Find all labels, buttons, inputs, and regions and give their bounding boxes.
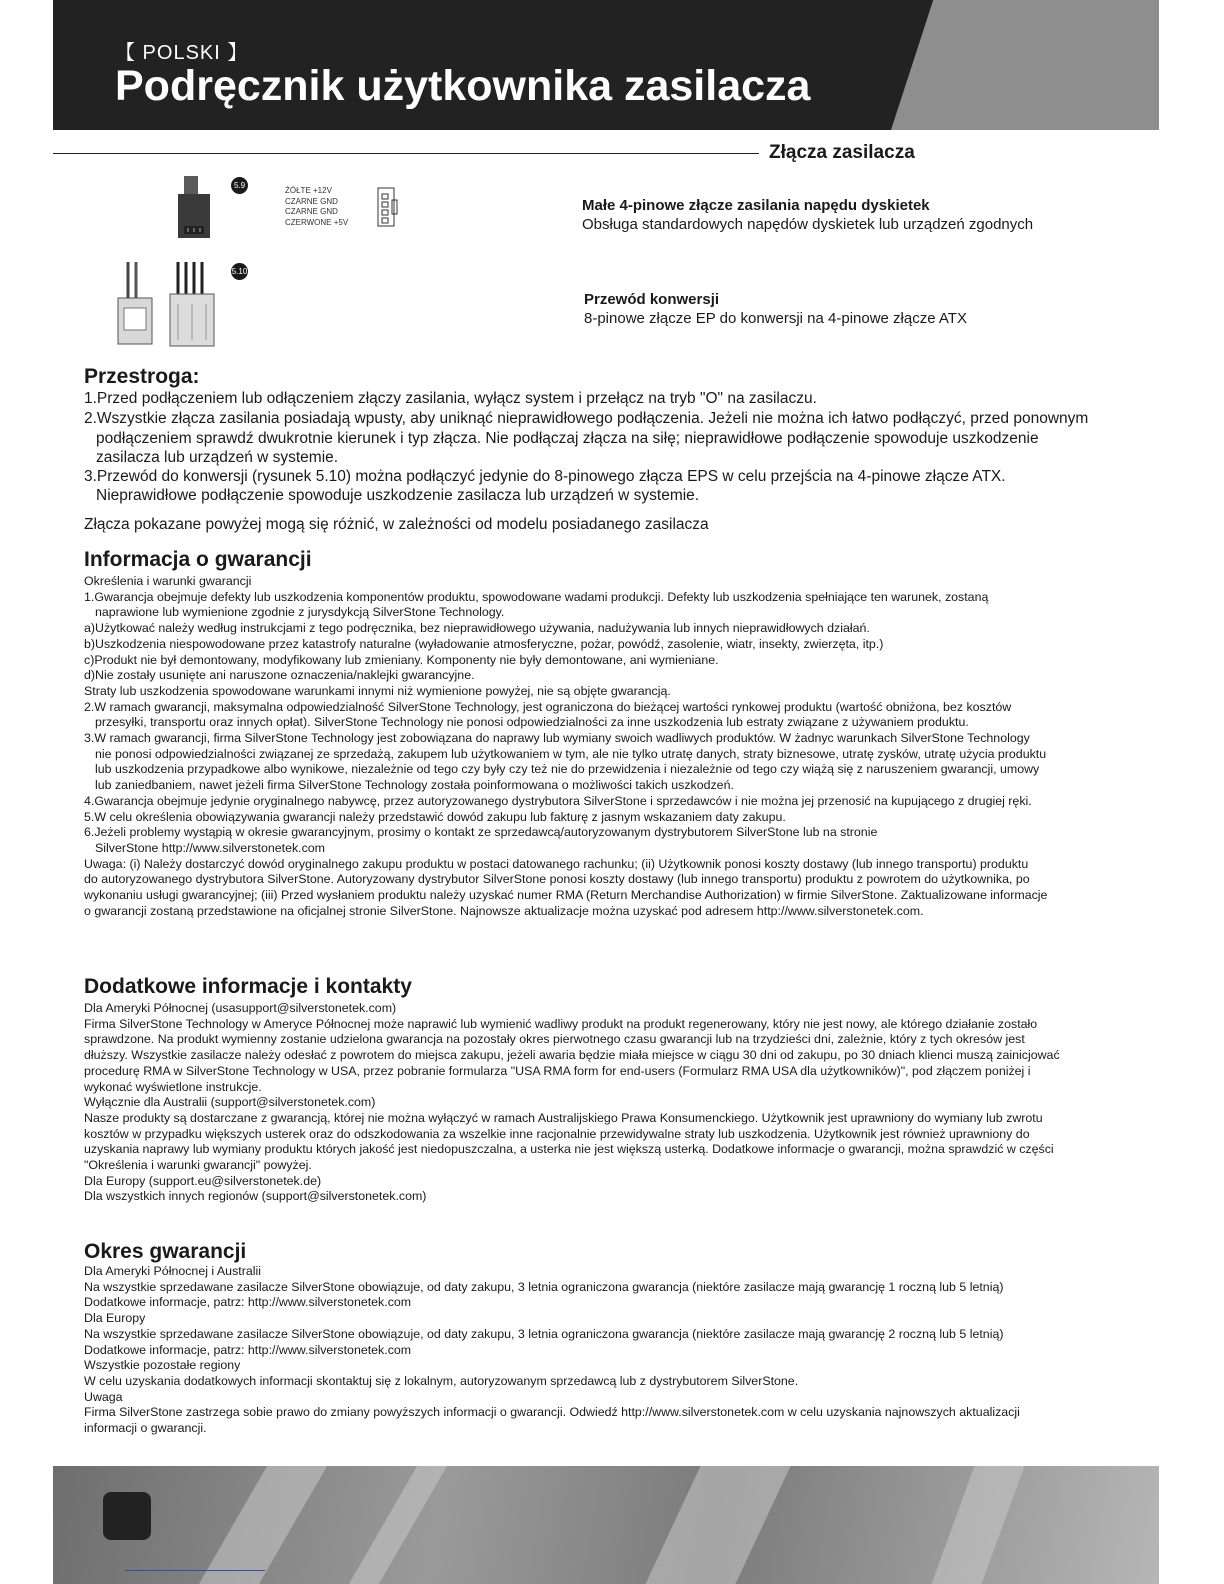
text-line: o gwarancji zostaną przedstawione na oficjalnej stronie SilverStone. Najnowsze aktualizacje można uzyskać pod adresem http://www.silverstonetek.com. — [84, 903, 924, 918]
pinout-diagram — [374, 186, 400, 230]
text-line: 6.Jeżeli problemy wystąpią w okresie gwarancyjnym, prosimy o kontakt ze sprzedawcą/autoryzowanym dystrybutorem SilverStone lub na stronie — [84, 825, 878, 840]
text-line: Na wszystkie sprzedawane zasilacze SilverStone obowiązuje, od daty zakupu, 3 letnia ograniczona gwarancja (niektóre zasilacze mają gwarancję 1 roczną lub 5 letnią) — [84, 1279, 1004, 1294]
text-line: nie ponosi odpowiedzialności związanej ze sprzedażą, zakupem lub użytkowaniem w tym, ale nie tylko utratę danych, straty biznesowe, utratę zysków, utratę użycia produktu — [95, 746, 1047, 761]
section-rule — [53, 153, 759, 154]
text-line: SilverStone http://www.silverstonetek.com — [95, 840, 326, 855]
text-line: do autoryzowanego dystrybutora SilverStone. Autoryzowany dystrybutor SilverStone ponosi koszty dostawy (lub innego transportu) produktu z powrotem do użytkownika, po — [84, 872, 1030, 887]
page-number-box — [103, 1492, 151, 1540]
text-line: 3.W ramach gwarancji, firma SilverStone Technology jest zobowiązana do naprawy lub wymiany swoich wadliwych produktów. W żadnyc warunkach SilverStone Technology — [84, 731, 1030, 746]
text-line: wykonaniu usługi gwarancyjnej; (iii) Przed wysłaniem produktu należy uzyskać numer RMA (Return Merchandise Authorization) w firmie SilverStone. Zaktualizowane informacje — [84, 888, 1048, 903]
text-line: Dla Ameryki Północnej (usasupport@silverstonetek.com) — [84, 1001, 397, 1015]
text-line: Wszystkie pozostałe regiony — [84, 1358, 241, 1373]
period-text — [84, 1264, 1096, 1437]
connector-desc: 8-pinowe złącze EP do konwersji na 4-pinowe złącze ATX — [584, 310, 967, 327]
text-line: 4.Gwarancja obejmuje jedynie oryginalnego nabywcę, przez autoryzowanego dystrybutora SilverStone i sprzedawców i nie można jej przenosić na kupującego z drugiej ręki. — [84, 793, 1032, 808]
figure-badge-5-9: 5.9 — [231, 177, 248, 194]
text-line: Dodatkowe informacje, patrz: http://www.silverstonetek.com — [84, 1342, 412, 1357]
connector-desc: Obsługa standardowych napędów dyskietek lub urządzeń zgodnych — [582, 216, 1034, 233]
text-line: "Określenia i warunki gwarancji" powyżej. — [84, 1158, 312, 1173]
caution-item: 1.Przed podłączeniem lub odłączeniem złączy zasilania, wyłącz system i przełącz na tryb "O" na zasilaczu. — [84, 390, 817, 407]
text-line: Na wszystkie sprzedawane zasilacze SilverStone obowiązuje, od daty zakupu, 3 letnia ograniczona gwarancja (niektóre zasilacze mają gwarancję 2 roczną lub 5 letnią) — [84, 1326, 1004, 1341]
figure-badge-5-10: 5.10 — [231, 263, 248, 280]
pin-label: CZARNE GND — [285, 196, 338, 206]
page-title: Podręcznik użytkownika zasilacza — [115, 62, 811, 110]
pin-label: ŻÓŁTE +12V — [285, 186, 332, 195]
text-line: uzyskania naprawy lub wymiany produktu których jakość jest niedopuszczalna, a usterka nie jest większą usterką. Dodatkowe informacje o gwarancji, można sprawdzić w części — [84, 1142, 1054, 1157]
footer-link-line — [125, 1570, 265, 1571]
text-line: przesyłki, transportu oraz innych opłat). SilverStone Technology nie ponosi odpowiedzialności za inne uszkodzenia lub estraty związane z używaniem produktu. — [95, 715, 969, 730]
connector-5-9-text — [582, 196, 1033, 234]
text-line: b)Uszkodzenia niespowodowane przez katastrofy naturalne (wyładowanie atmosferyczne, pożar, powódź, zasolenie, wiatr, insekty, zwierzęta, itp.) — [84, 636, 884, 651]
text-line: Nasze produkty są dostarczane z gwarancją, której nie można wyłączyć w ramach Australijskiego Prawa Konsumenckiego. Użytkownik jest uprawniony do wymiany lub zwrotu — [84, 1110, 1043, 1125]
text-line: lub zaniedbaniem, nawet jeżeli firma SilverStone Technology została poinformowana o możliwości takich uszkodzeń. — [95, 778, 734, 793]
text-line: Dla Ameryki Północnej i Australii — [84, 1264, 261, 1278]
text-line: d)Nie zostały usunięte ani naruszone oznaczenia/naklejki gwarancyjne. — [84, 668, 475, 683]
text-line: sprawdzone. Na produkt wymienny zostanie udzielona gwarancja na pozostały okres pierwotnego czasu gwarancji lub na trzydzieści dni, zależnie, który z tych okresów jest — [84, 1032, 1025, 1047]
warranty-text — [84, 574, 1096, 919]
text-line: c)Produkt nie był demontowany, modyfikowany lub zmieniany. Komponenty nie były demontowane, ani wymieniane. — [84, 652, 719, 667]
text-line: Uwaga — [84, 1389, 123, 1404]
pin-label: CZERWONE +5V — [285, 217, 349, 227]
text-line: Dla Europy — [84, 1311, 146, 1326]
text-line: naprawione lub wymienione zgodnie z jurysdykcją SilverStone Technology. — [95, 605, 505, 620]
warranty-heading: Informacja o gwarancji — [84, 548, 312, 571]
text-line: lub uszkodzenia przypadkowe albo wynikowe, niezależnie od tego czy były czy też nie do przewidzenia i niezależnie od tego czy wiążą się z naruszeniem gwarancji, umowy — [95, 762, 1040, 777]
text-line: 1.Gwarancja obejmuje defekty lub uszkodzenia komponentów produktu, spowodowane wadami produkcji. Defekty lub uszkodzenia spełniające ten warunek, zostaną — [84, 589, 989, 604]
text-line: kosztów w przypadku większych usterek oraz do odszkodowania za wszelkie inne racjonalnie przewidywalne straty lub uszkodzenia. Użytkownik jest również uprawniony do — [84, 1126, 1030, 1141]
conversion-cable-image — [112, 260, 242, 352]
text-line: 2.W ramach gwarancji, maksymalna odpowiedzialność SilverStone Technology, jest ograniczona do bieżącej wartości rynkowej produktu (wartość obniżona, bez kosztów — [84, 699, 1012, 714]
text-line: Określenia i warunki gwarancji — [84, 574, 252, 588]
footer-image — [53, 1466, 1159, 1584]
caution-heading: Przestroga: — [84, 365, 200, 388]
section-title-connectors: Złącza zasilacza — [769, 142, 915, 163]
header-accent — [891, 0, 1159, 130]
text-line: Wyłącznie dla Australii (support@silverstonetek.com) — [84, 1095, 376, 1110]
text-line: Dla wszystkich innych regionów (support@silverstonetek.com) — [84, 1189, 427, 1204]
page-header — [53, 0, 1159, 130]
period-heading: Okres gwarancji — [84, 1240, 247, 1263]
connector-title: Małe 4-pinowe złącze zasilania napędu dyskietek — [582, 197, 930, 214]
caution-item: 2.Wszystkie złącza zasilania posiadają wpusty, aby uniknąć nieprawidłowego podłączenia. Jeżeli nie można ich łatwo podłączyć, przed ponownym podłączeniem sprawdź dwukrotnie kierunek i typ złącza. Nie podłączaj złącza na siłę; nieprawidłowe podłączenie spowoduje uszkodzenie zasilacza lub urządzeń w systemie. — [84, 410, 1089, 466]
text-line: wykonać wyświetlone instrukcje. — [84, 1079, 262, 1094]
text-line: informacji o gwarancji. — [84, 1421, 207, 1436]
caution-note: Złącza pokazane powyżej mogą się różnić, w zależności od modelu posiadanego zasilacza — [84, 515, 709, 533]
text-line: dłuższy. Wszystkie zasilacze należy odesłać z powrotem do miejsca zakupu, jeżeli awaria będzie miała miejsce w ciągu 30 dni od zakupu, po 30 dniach klienci muszą zainicjować — [84, 1048, 1060, 1063]
language-label: 【 POLSKI 】 — [115, 42, 249, 64]
text-line: Firma SilverStone Technology w Ameryce Północnej może naprawić lub wymienić wadliwy produkt na produkt regenerowany, który nie jest nowy, ale którego działanie zostało — [84, 1016, 1038, 1031]
caution-item: 3.Przewód do konwersji (rysunek 5.10) można podłączyć jedynie do 8-pinowego złącza EPS w celu przejścia na 4-pinowe złącze ATX. Nieprawidłowe podłączenie spowoduje uszkodzenie zasilacza lub urządzeń w systemie. — [84, 468, 1006, 505]
text-line: W celu uzyskania dodatkowych informacji skontaktuj się z lokalnym, autoryzowanym sprzedawcą lub z dystrybutorem SilverStone. — [84, 1373, 799, 1388]
text-line: 5.W celu określenia obowiązywania gwarancji należy przedstawić dowód zakupu lub fakturę z jasnym wskazaniem daty zakupu. — [84, 809, 786, 824]
connector-title: Przewód konwersji — [584, 291, 720, 308]
contacts-heading: Dodatkowe informacje i kontakty — [84, 975, 412, 998]
caution-list — [84, 389, 1094, 534]
text-line: Dla Europy (support.eu@silverstonetek.de) — [84, 1173, 322, 1188]
text-line: Dodatkowe informacje, patrz: http://www.silverstonetek.com — [84, 1295, 412, 1310]
pinout-labels — [285, 186, 348, 228]
text-line: procedurę RMA w SilverStone Technology w USA, przez pobranie formularza "USA RMA form for end-users (Formularz RMA USA dla użytkowników)", pod złączem poniżej i — [84, 1063, 1031, 1078]
connector-5-10-text — [584, 290, 967, 328]
text-line: a)Użytkować należy według instrukcjami z tego podręcznika, bez nieprawidłowego używania, nadużywania lub innych nieprawidłowych działań. — [84, 621, 870, 636]
text-line: Straty lub uszkodzenia spowodowane warunkami innymi niż wymienione powyżej, nie są objęte gwarancją. — [84, 683, 671, 698]
text-line: Uwaga: (i) Należy dostarczyć dowód oryginalnego zakupu produktu w postaci datowanego rachunku; (ii) Użytkownik ponosi koszty dostawy (lub innego transportu) produktu — [84, 856, 1029, 871]
text-line: Firma SilverStone zastrzega sobie prawo do zmiany powyższych informacji o gwarancji. Odwiedź http://www.silverstonetek.com w celu uzyskania najnowszych aktualizacji — [84, 1405, 1020, 1420]
contacts-text — [84, 1001, 1096, 1205]
floppy-connector-image — [172, 174, 222, 244]
pin-label: CZARNE GND — [285, 207, 338, 216]
